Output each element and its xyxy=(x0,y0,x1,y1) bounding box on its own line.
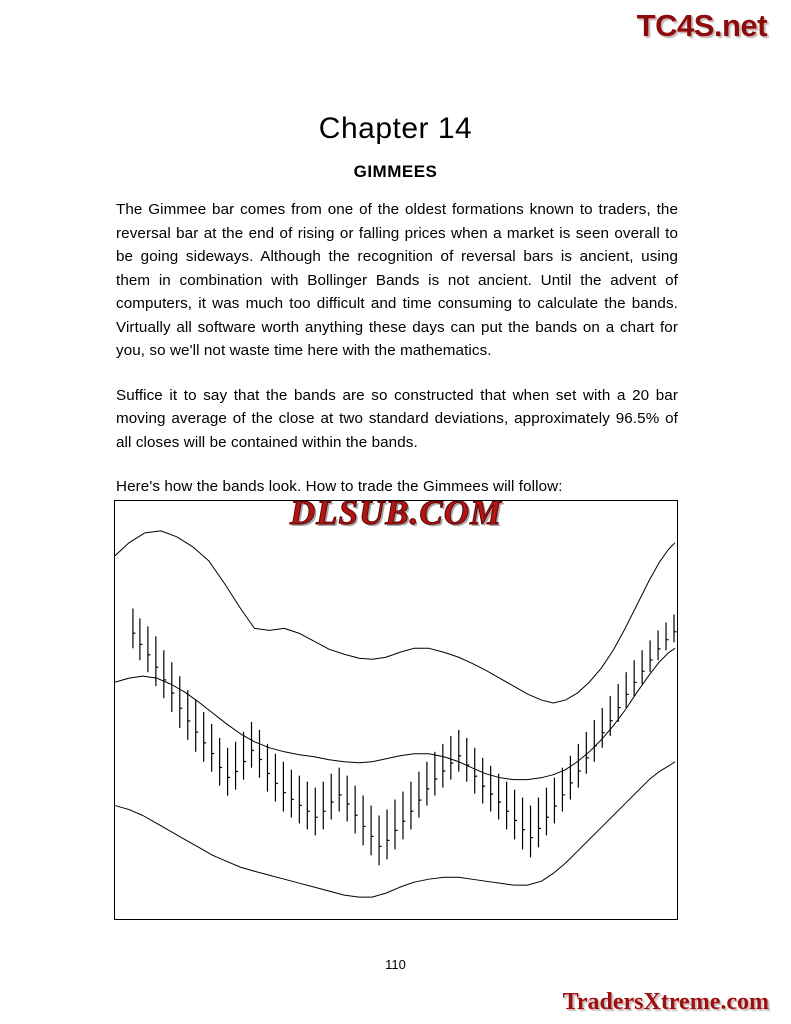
bollinger-band-chart xyxy=(114,500,678,920)
body-text xyxy=(116,198,678,499)
watermark-top-right: TC4S.net xyxy=(636,8,767,43)
section-title: GIMMEES xyxy=(353,162,438,182)
watermark-bottom-right: TradersXtreme.com xyxy=(562,989,769,1015)
middle-band xyxy=(115,648,675,779)
page-number: 110 xyxy=(385,957,406,972)
paragraph: The Gimmee bar comes from one of the oldest formations known to traders, the reversal bar at the end of rising or falling prices when a market is seen overall to be going sideways. Although the recognition of reversal bars is ancient, using them in combination with Bollinger Bands is not ancient. Until the advent of computers, it was much too difficult and time consuming to calculate the bands. Virtually all software worth anything these days can put the bands on a chart for you, so we'll not waste time here with the mathematics. xyxy=(116,201,678,359)
watermark-chart-overlay: DLSUB.COM xyxy=(289,500,503,532)
paragraph: Suffice it to say that the bands are so constructed that when set with a 20 bar moving average of the close at two standard deviations, approximately 96.5% of all closes will be contained within the bands. xyxy=(116,386,678,451)
page-title: Chapter 14 xyxy=(318,112,473,146)
upper-band xyxy=(115,531,675,703)
paragraph: Here's how the bands look. How to trade the Gimmees will follow: xyxy=(116,478,563,495)
chart-canvas xyxy=(115,501,677,919)
